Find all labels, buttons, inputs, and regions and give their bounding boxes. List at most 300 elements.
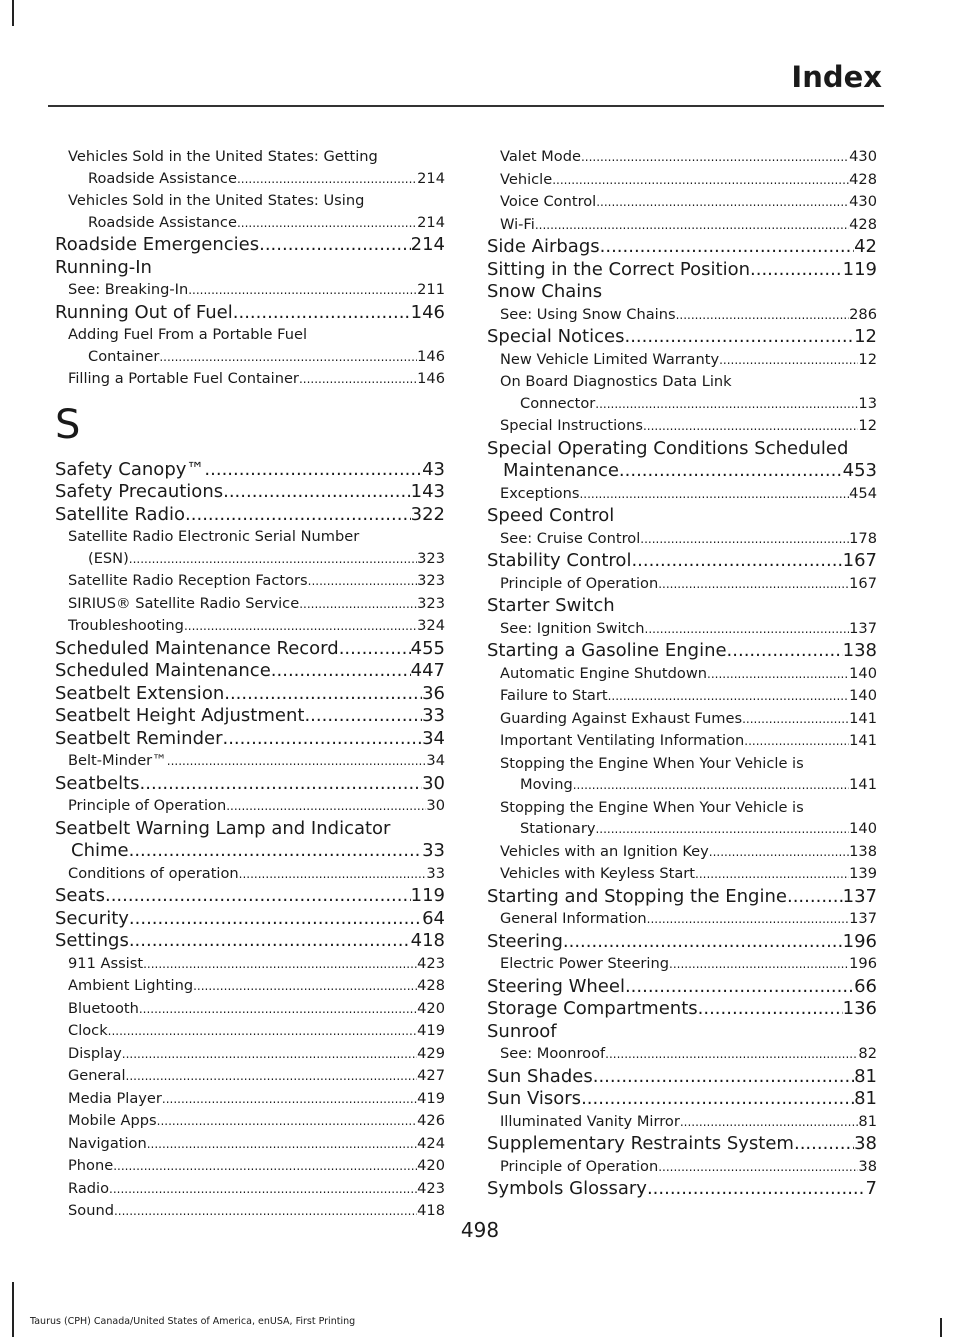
index-subentry[interactable] [55,998,445,1021]
index-subentry[interactable] [55,975,445,998]
dot-leader [204,459,422,482]
entry-text: Vehicles with an Ignition Key [500,842,709,860]
dot-leader [680,1111,859,1134]
entry-text: Stopping the Engine When Your Vehicle is [500,798,804,816]
dot-leader [299,368,417,391]
entry-text: See: Cruise Control [500,529,641,547]
entry-text: See: Using Snow Chains [500,305,676,323]
dot-leader [647,1178,866,1201]
index-entry[interactable] [487,1178,877,1201]
page-ref: 323 [417,572,445,589]
entry-text: 911 Assist [68,954,144,972]
dot-leader [122,1043,417,1066]
entry-text: Roadside Emergencies [55,234,260,255]
entry-text: Illuminated Vanity Mirror [500,1112,680,1130]
dot-leader [624,326,854,349]
page-ref: 64 [422,907,445,929]
entry-text: Security [55,907,129,929]
entry-text: Seatbelt Extension [55,682,225,704]
entry-text: Snow Chains [487,281,603,302]
index-entry[interactable] [55,302,445,325]
entry-text: Stability Control [487,550,632,571]
index-subentry[interactable] [487,685,877,708]
entry-text: Supplementary Restraints System [487,1133,794,1154]
page-ref: 423 [417,1179,445,1197]
dot-leader [593,1066,854,1089]
page-ref: 139 [849,865,877,882]
index-subentry[interactable] [487,371,877,415]
dot-leader [658,573,849,596]
entry-text: Satellite Radio [55,503,186,525]
dot-leader [304,705,422,728]
entry-text: Side Airbags [487,236,600,257]
index-subentry[interactable] [487,573,877,596]
entry-text: Satellite Radio Reception Factors [68,572,308,589]
dot-leader [222,728,422,751]
page-ref: 420 [417,1157,445,1174]
dot-leader [259,234,411,257]
index-subentry[interactable] [55,570,445,593]
entry-text: Symbols Glossary [487,1178,647,1199]
index-subentry[interactable] [55,863,445,886]
entry-text: Filling a Portable Fuel Container [68,370,299,387]
index-subentry[interactable] [55,1133,445,1156]
page-ref: 138 [849,842,877,860]
entry-text: On Board Diagnostics Data Link [500,373,732,390]
dot-leader [147,1133,417,1156]
dot-leader [184,615,417,638]
entry-text: See: Moonroof [500,1045,606,1062]
entry-text: Sound [68,1202,114,1219]
entry-text: Principle of Operation [500,1157,659,1175]
entry-text: Sunroof [487,1020,557,1042]
dot-leader [299,593,417,616]
page-ref: 140 [849,664,877,682]
page-ref: 323 [417,549,445,567]
page-ref: 12 [858,350,877,368]
dot-leader [643,415,858,438]
index-subentry[interactable] [55,1065,445,1088]
index-subentry[interactable] [487,908,877,931]
entry-text: Starting and Stopping the Engine [487,885,787,907]
dot-leader [129,548,417,571]
entry-text: Vehicles Sold in the United States: Getting [68,148,378,165]
entry-text: Guarding Against Exhaust Fumes [500,709,743,727]
entry-text: Special Instructions [500,417,643,434]
entry-text: Seats [55,885,105,906]
page-header [0,60,940,94]
dot-leader [625,976,854,999]
entry-text: Speed Control [487,505,615,526]
index-subentry[interactable] [487,415,877,438]
index-entry[interactable] [487,640,877,663]
page-ref: 427 [417,1067,445,1084]
page-ref: 81 [854,1088,877,1109]
index-subentry[interactable] [55,279,445,302]
dot-leader [237,212,417,235]
index-subentry[interactable] [55,1178,445,1201]
page-ref: 324 [417,617,445,634]
dot-leader [139,998,417,1021]
page-ref: 30 [426,797,445,814]
page-ref: 146 [417,347,445,365]
entry-text: Steering Wheel [487,975,625,997]
index-subentry[interactable] [487,618,877,641]
index-entry[interactable] [55,885,445,908]
index-subentry[interactable] [55,1043,445,1066]
entry-text: Sitting in the Correct Position [487,258,750,280]
index-subentry[interactable] [487,169,877,192]
page-ref: 167 [849,574,877,592]
entry-text: Satellite Radio Electronic Serial Number [68,528,360,545]
index-entry[interactable] [55,930,445,953]
page-ref: 455 [410,637,445,659]
dot-leader [676,304,850,327]
entry-text: Settings [55,930,129,951]
index-subentry[interactable] [487,304,877,327]
index-subentry[interactable] [487,349,877,372]
page-ref: 420 [417,999,445,1017]
page-ref: 12 [854,326,877,347]
page-ref: 38 [854,1133,877,1154]
page-ref: 137 [849,619,877,637]
page-ref: 196 [849,955,877,972]
index-subentry[interactable] [487,730,877,753]
page-ref: 430 [849,148,877,165]
page-ref: 138 [842,640,877,661]
dot-leader [224,683,422,706]
index-entry[interactable] [487,281,877,304]
dot-leader [113,1155,417,1178]
entry-text: Seatbelt Height Adjustment [55,705,305,726]
index-entry[interactable] [55,504,445,527]
dot-leader [126,1065,418,1088]
index-subentry[interactable] [487,146,877,169]
entry-text: General [68,1067,126,1084]
page-ref: 30 [422,772,445,794]
index-entry[interactable] [55,773,445,796]
page-ref: 286 [849,305,877,323]
page-ref: 167 [842,550,877,571]
index-subentry[interactable] [487,953,877,976]
page-ref: 423 [417,954,445,972]
index-entry[interactable] [487,976,877,999]
entry-text: Display [68,1044,122,1062]
page-number: 498 [460,1218,500,1242]
index-entry[interactable] [487,1066,877,1089]
entry-text: Troubleshooting [68,617,184,634]
page-ref: 143 [410,481,445,502]
dot-leader [631,550,842,573]
dot-leader [129,930,411,953]
entry-text: Scheduled Maintenance Record [55,637,339,659]
entry-text-continued: Connector [520,394,596,412]
entry-text: Radio [68,1179,110,1197]
entry-text: Stopping the Engine When Your Vehicle is [500,754,804,772]
entry-text-continued: Chime [71,840,129,861]
dot-leader [271,660,411,683]
entry-text-continued: Container [88,347,160,365]
dot-leader [339,638,411,661]
entry-text: Steering [487,930,563,952]
entry-text: Starting a Gasoline Engine [487,640,727,661]
entry-text: Principle of Operation [68,797,227,814]
entry-text: Failure to Start [500,687,608,704]
page-ref: 81 [854,1065,877,1087]
dot-leader [600,236,854,259]
page-ref: 214 [417,213,445,231]
index-entry[interactable] [487,886,877,909]
entry-text: Navigation [68,1134,147,1152]
index-entry[interactable] [487,931,877,954]
entry-text-continued: Roadside Assistance [88,213,237,231]
index-entry[interactable] [55,638,445,661]
dot-leader [750,259,843,282]
dot-leader [727,640,843,663]
index-entry[interactable] [55,234,445,257]
index-subentry[interactable] [55,1020,445,1043]
dot-leader [596,191,849,214]
page-ref: 66 [854,975,877,997]
index-subentry[interactable] [487,1156,877,1179]
dot-leader [185,504,411,527]
index-entry[interactable] [487,595,877,618]
dot-leader [162,1088,417,1111]
entry-text: Exceptions [500,484,580,502]
index-subentry[interactable] [487,1111,877,1134]
index-subentry[interactable] [55,615,445,638]
entry-text: See: Ignition Switch [500,619,645,637]
dot-leader [698,998,843,1021]
dot-leader [787,886,843,909]
dot-leader [233,302,411,325]
index-entry[interactable] [55,818,445,863]
index-entry[interactable] [487,505,877,528]
entry-text: Valet Mode [500,148,581,165]
entry-text: Vehicles with Keyless Start [500,865,696,882]
crop-mark-bottom-right [940,1318,942,1337]
page-ref: 42 [854,236,877,257]
index-entry[interactable] [487,998,877,1021]
entry-text: Electric Power Steering [500,955,669,972]
entry-text: Seatbelt Warning Lamp and Indicator [55,817,391,839]
index-subentry[interactable] [55,795,445,818]
index-column-right [487,146,877,1201]
page-ref: 140 [849,820,877,837]
page-ref: 453 [842,460,877,481]
dot-leader [223,481,411,504]
dot-leader [239,863,427,886]
dot-leader [579,483,849,506]
dot-leader [608,685,850,708]
index-entry[interactable] [487,438,877,483]
index-entry[interactable] [55,705,445,728]
index-entry[interactable] [487,1021,877,1044]
index-subentry[interactable] [487,708,877,731]
index-subentry[interactable] [487,528,877,551]
page-ref: 36 [422,682,445,704]
index-subentry[interactable] [55,953,445,976]
page-ref: 33 [422,705,445,726]
index-subentry[interactable] [55,146,445,190]
dot-leader [669,953,849,976]
dot-leader [645,618,850,641]
dot-leader [308,570,417,593]
index-entry[interactable] [55,683,445,706]
page-ref: 447 [410,660,445,681]
page-ref: 430 [849,193,877,210]
dot-leader [695,863,849,886]
index-subentry[interactable] [55,368,445,391]
entry-text: Mobile Apps [68,1112,157,1129]
entry-text: Sun Shades [487,1065,593,1087]
page-ref: 43 [422,458,445,480]
page-ref: 178 [849,529,877,547]
dot-leader [581,146,849,169]
page-ref: 137 [842,885,877,907]
dot-leader [237,168,417,191]
crop-mark-bottom-left [12,1282,14,1337]
index-subentry[interactable] [487,753,877,797]
index-subentry[interactable] [487,214,877,237]
page-ref: 13 [858,394,877,412]
dot-leader [129,840,423,863]
index-subentry[interactable] [55,324,445,368]
index-subentry[interactable] [487,483,877,506]
entry-text: Automatic Engine Shutdown [500,664,707,682]
dot-leader [581,1088,854,1111]
page-ref: 214 [417,169,445,187]
index-entry[interactable] [55,481,445,504]
page-ref: 418 [410,930,445,951]
entry-text: Special Operating Conditions Scheduled [487,437,849,459]
entry-text: Scheduled Maintenance [55,660,271,681]
entry-text: Clock [68,1022,108,1039]
page-ref: 428 [849,170,877,188]
index-subentry[interactable] [487,797,877,841]
dot-leader [129,908,422,931]
page-ref: 141 [849,709,877,727]
entry-text: Wi-Fi [500,215,535,233]
index-entry[interactable] [55,908,445,931]
page-ref: 141 [849,732,877,749]
index-subentry[interactable] [487,663,877,686]
entry-text: See: Breaking-In [68,281,189,298]
entry-text: Media Player [68,1089,162,1107]
entry-text-continued: (ESN) [88,549,129,567]
entry-text: Bluetooth [68,999,139,1017]
entry-text: General Information [500,910,647,927]
entry-text: SIRIUS® Satellite Radio Service [68,594,300,612]
index-subentry[interactable] [487,863,877,886]
entry-text-continued: Stationary [520,820,596,837]
entry-text: Seatbelt Reminder [55,727,223,749]
dot-leader [640,528,849,551]
index-entry[interactable] [55,459,445,482]
entry-text-continued: Roadside Assistance [88,169,237,187]
dot-leader [109,1178,417,1201]
dot-leader [794,1133,854,1156]
dot-leader [143,953,417,976]
index-subentry[interactable] [55,593,445,616]
page-ref: 454 [849,484,877,502]
index-subentry[interactable] [55,750,445,773]
index-subentry[interactable] [55,1155,445,1178]
page-ref: 196 [842,930,877,952]
index-subentry[interactable] [55,1088,445,1111]
index-subentry[interactable] [55,1110,445,1133]
entry-text: Seatbelts [55,772,140,794]
index-entry[interactable] [55,257,445,280]
entry-text: New Vehicle Limited Warranty [500,350,720,368]
page-ref: 419 [417,1022,445,1039]
dot-leader [709,841,849,864]
dot-leader [105,885,411,908]
index-section-letter: S [55,401,81,448]
dot-leader [193,975,417,998]
entry-text: Adding Fuel From a Portable Fuel [68,326,308,343]
index-entry[interactable] [55,728,445,751]
page-ref: 33 [426,864,445,882]
header-rule [48,105,884,107]
entry-text: Voice Control [500,193,597,210]
page-ref: 418 [417,1202,445,1219]
page-title: Index [791,60,882,94]
dot-leader [226,795,426,818]
dot-leader [552,169,849,192]
entry-text: Special Notices [487,326,625,347]
index-entry[interactable] [487,550,877,573]
dot-leader [658,1156,858,1179]
index-entry[interactable] [487,326,877,349]
page-ref: 119 [410,885,445,906]
index-entry[interactable] [487,236,877,259]
index-entry[interactable] [487,1133,877,1156]
page-ref: 119 [842,258,877,280]
entry-text: Storage Compartments [487,998,698,1019]
entry-text: Vehicle [500,170,553,188]
page-ref: 424 [417,1134,445,1152]
index-subentry[interactable] [55,190,445,234]
page-ref: 34 [422,727,445,749]
index-subentry[interactable] [487,841,877,864]
page-ref: 34 [426,752,445,769]
page-ref: 140 [849,687,877,704]
page-ref: 136 [842,998,877,1019]
index-entry[interactable] [55,660,445,683]
entry-text: Principle of Operation [500,574,659,592]
entry-text: Conditions of operation [68,864,239,882]
index-subentry[interactable] [55,526,445,570]
entry-text: Safety Canopy™ [55,458,205,480]
index-entry[interactable] [487,259,877,282]
index-entry[interactable] [487,1088,877,1111]
index-subentry[interactable] [487,1043,877,1066]
page-ref: 146 [410,301,445,323]
page-ref: 428 [849,215,877,233]
entry-text: Belt-Minder™ [68,752,167,769]
dot-leader [742,708,849,731]
dot-leader [605,1043,858,1066]
index-subentry[interactable] [487,191,877,214]
page-ref: 141 [849,776,877,793]
page-ref: 322 [410,503,445,525]
page-ref: 81 [858,1112,877,1130]
dot-leader [595,393,858,416]
page-ref: 214 [410,234,445,255]
page-ref: 428 [417,977,445,994]
dot-leader [744,730,849,753]
